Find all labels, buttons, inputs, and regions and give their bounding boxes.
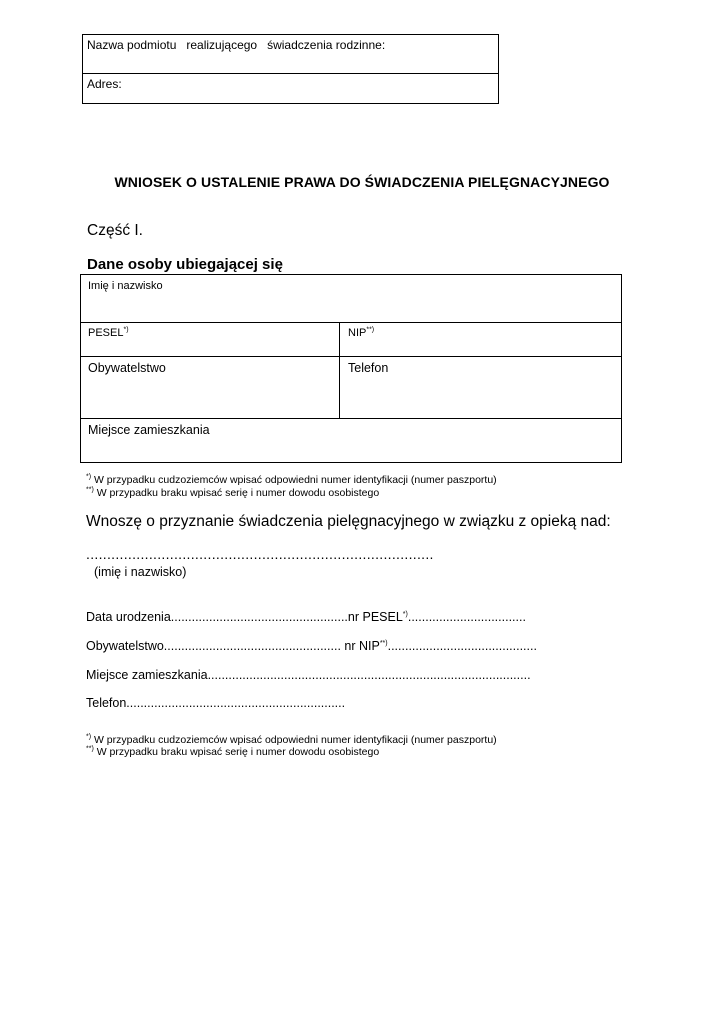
pesel-footnote-mark: *) <box>402 610 408 618</box>
entity-name-label: Nazwa podmiotu realizującego świadczenia rodzinne: <box>87 38 386 52</box>
ward-residence-field[interactable]: Miejsce zamieszkania............................................................................................. <box>86 668 531 682</box>
part-label: Część I. <box>87 222 143 239</box>
applicant-name-label: Imię i nazwisko <box>88 280 163 292</box>
entity-name-row[interactable] <box>83 35 498 74</box>
applicant-citizenship-field[interactable] <box>88 361 166 375</box>
applicant-name-field[interactable] <box>88 280 163 292</box>
ward-citizenship-label: Obywatelstwo................................................... nr NIP <box>86 639 380 653</box>
applicant-nip-field[interactable] <box>348 327 374 339</box>
ward-name-input[interactable]: ................................................................................... <box>86 546 434 562</box>
footnote-mark: *) <box>86 733 92 741</box>
ward-dob-label: Data urodzenia...................................................nr PESEL <box>86 610 403 624</box>
footnote-text: W przypadku braku wpisać serię i numer dowodu osobistego <box>93 746 380 758</box>
ward-nip-dots: ........................................... <box>387 639 537 653</box>
applicant-residence-field[interactable] <box>88 423 210 437</box>
ward-dob-pesel-field[interactable] <box>86 610 526 624</box>
footnote-2a <box>86 734 497 746</box>
table-divider <box>339 322 340 418</box>
ward-phone-field[interactable]: Telefon............................................................... <box>86 696 346 710</box>
ward-citizenship-nip-field[interactable] <box>86 639 537 653</box>
applicant-table <box>80 274 622 463</box>
applicant-heading: Dane osoby ubiegającej się <box>87 256 283 273</box>
entity-box <box>82 34 499 104</box>
applicant-pesel-field[interactable] <box>88 327 129 339</box>
footnote-1b <box>86 487 379 499</box>
nip-footnote-mark: **) <box>379 639 388 647</box>
table-divider <box>81 356 621 357</box>
entity-address-label: Adres: <box>87 77 122 91</box>
table-divider <box>81 322 621 323</box>
footnote-1a <box>86 474 497 486</box>
applicant-residence-label: Miejsce zamieszkania <box>88 423 210 437</box>
footnote-text: W przypadku cudzoziemców wpisać odpowiedni numer identyfikacji (numer paszportu) <box>91 734 497 746</box>
applicant-nip-label: NIP <box>348 327 367 339</box>
pesel-footnote-mark: *) <box>123 326 129 334</box>
footnote-mark: *) <box>86 473 92 481</box>
ward-name-hint: (imię i nazwisko) <box>94 565 187 579</box>
ward-pesel-dots: .................................. <box>407 610 526 624</box>
nip-footnote-mark: **) <box>366 326 375 334</box>
applicant-pesel-label: PESEL <box>88 327 124 339</box>
table-divider <box>81 418 621 419</box>
footnote-2b <box>86 746 379 758</box>
footnote-text: W przypadku braku wpisać serię i numer dowodu osobistego <box>93 487 380 499</box>
form-title: WNIOSEK O USTALENIE PRAWA DO ŚWIADCZENIA PIELĘGNACYJNEGO <box>114 174 610 190</box>
footnote-text: W przypadku cudzoziemców wpisać odpowiedni numer identyfikacji (numer paszportu) <box>91 474 497 486</box>
footnote-mark: **) <box>86 745 94 753</box>
applicant-citizenship-label: Obywatelstwo <box>88 361 166 375</box>
applicant-phone-label: Telefon <box>348 361 389 375</box>
footnote-mark: **) <box>86 486 94 494</box>
request-statement: Wnoszę o przyznanie świadczenia pielęgnacyjnego w związku z opieką nad: <box>86 513 611 530</box>
applicant-phone-field[interactable] <box>348 361 388 375</box>
